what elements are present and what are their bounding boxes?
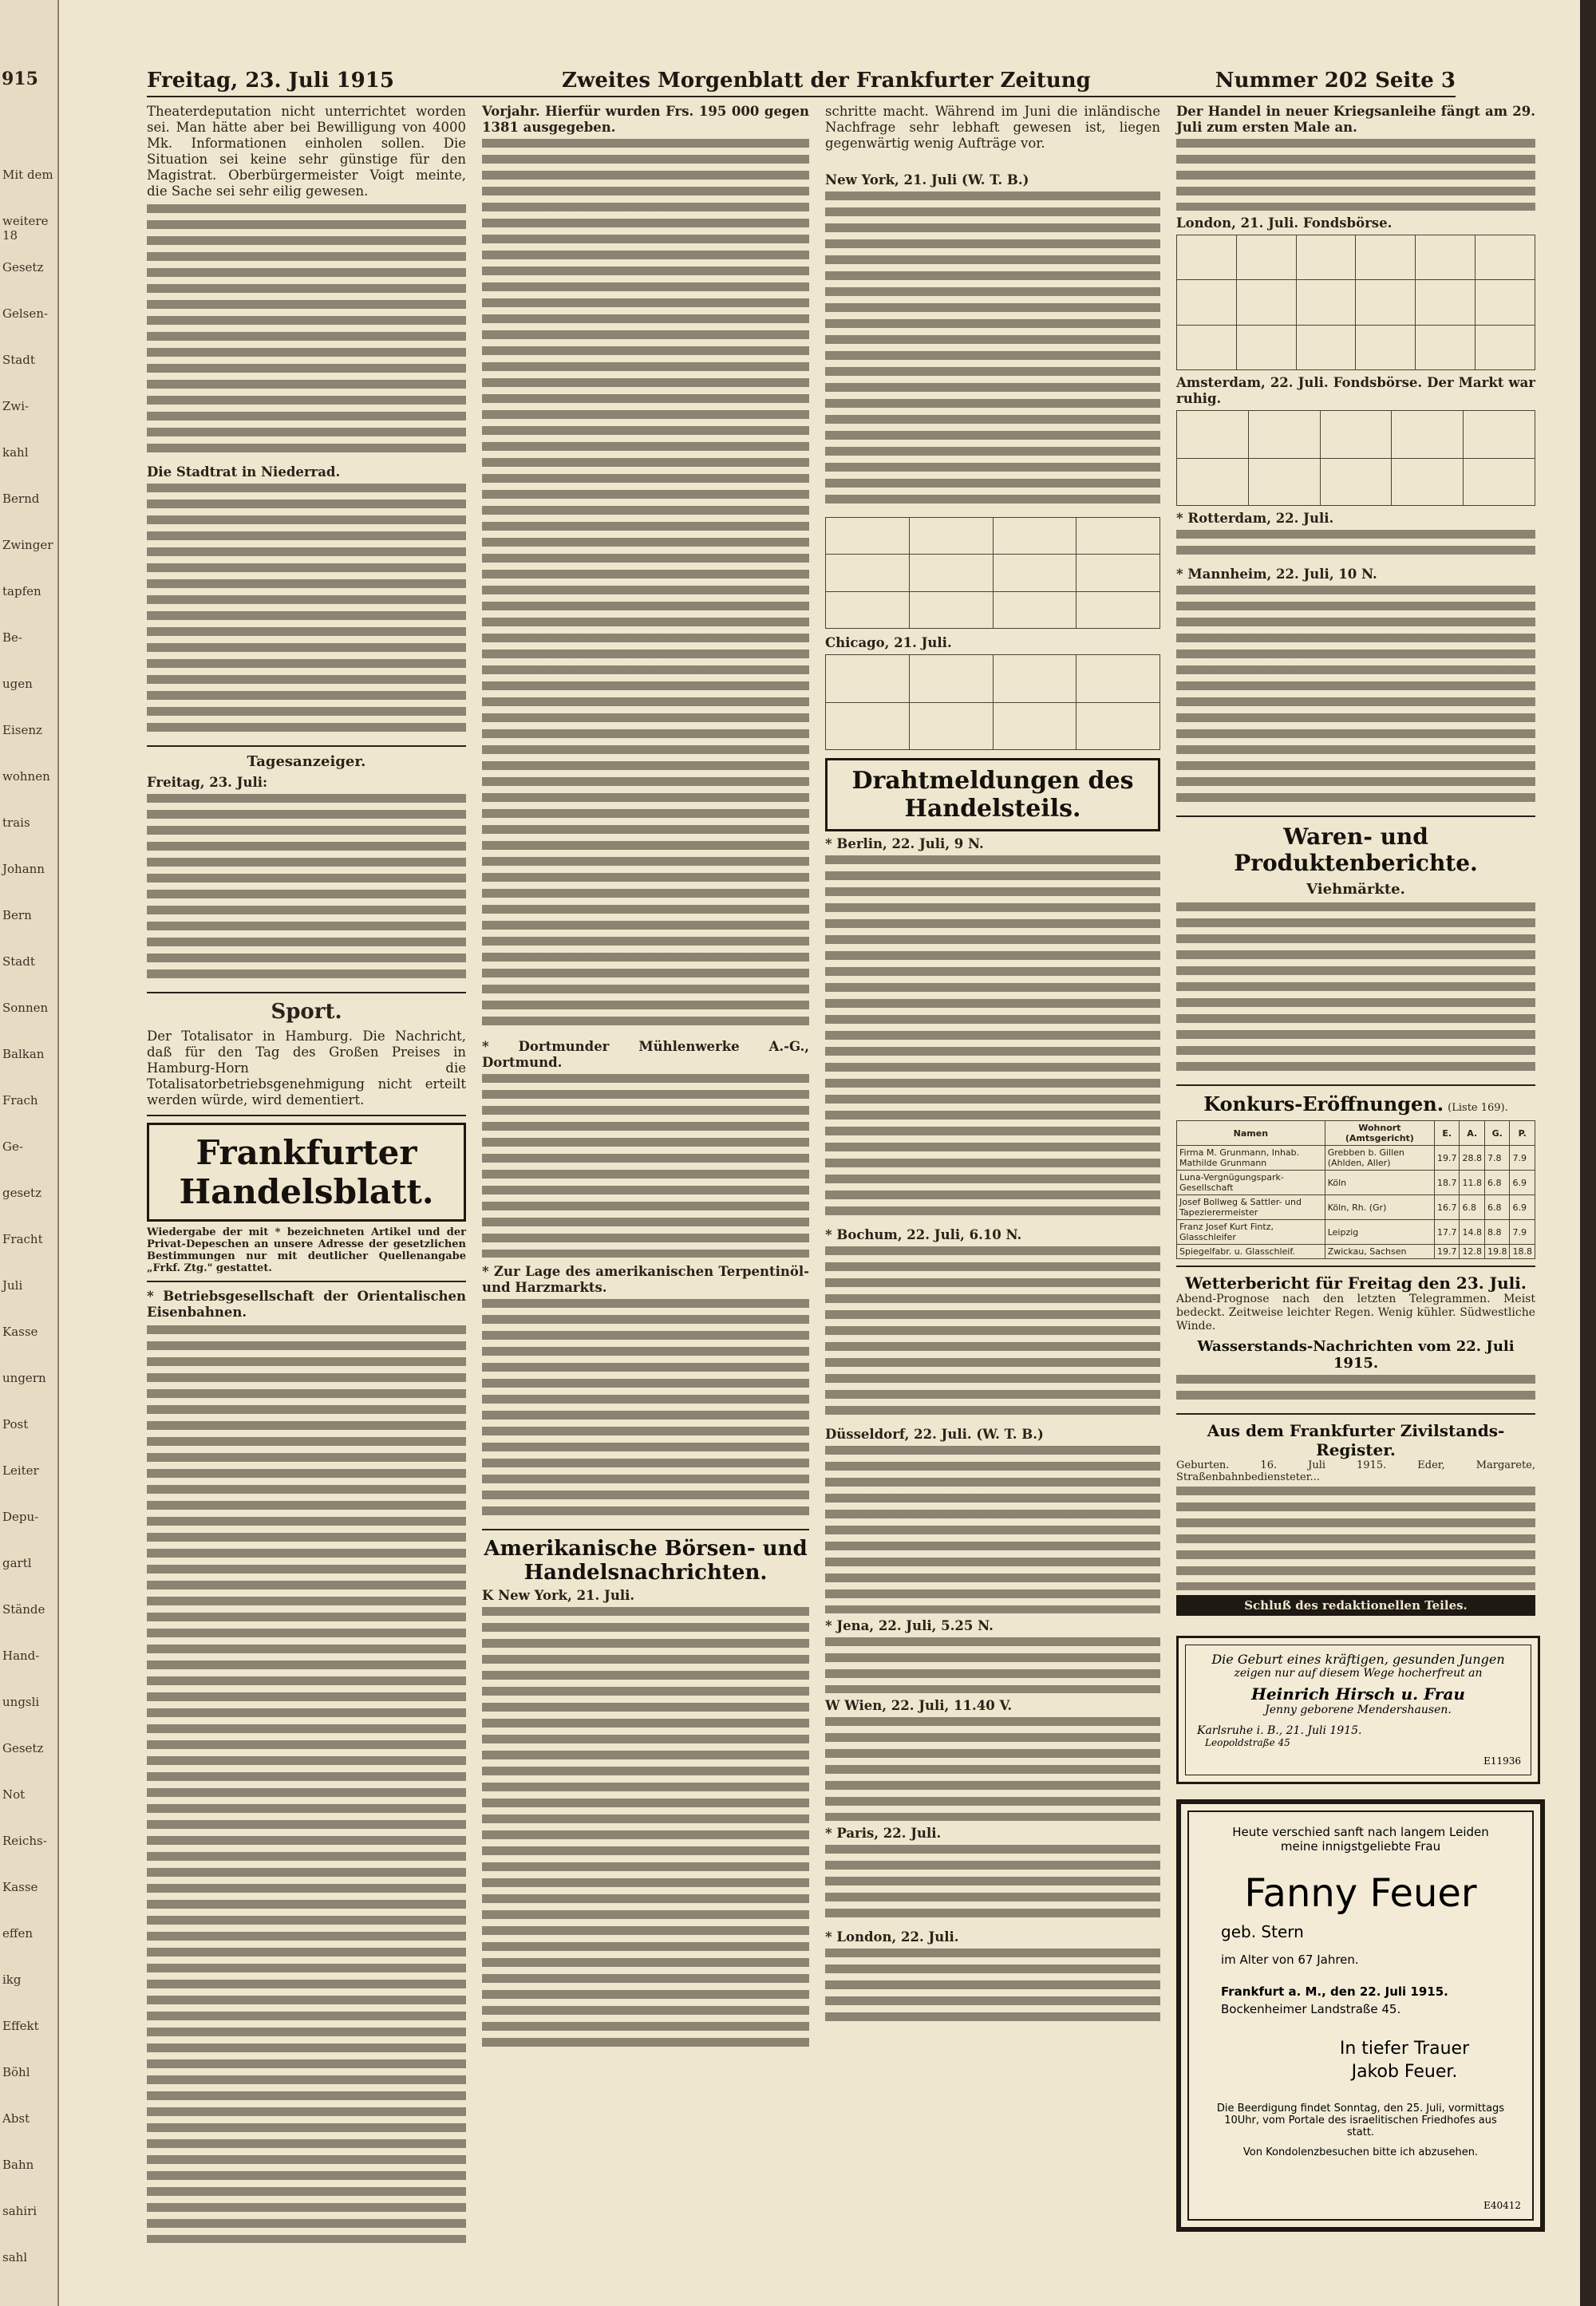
- table-cell: [1077, 655, 1160, 703]
- table-cell: [1296, 235, 1356, 280]
- london-fonds-title: London, 21. Juli. Fondsbörse.: [1176, 215, 1393, 231]
- col4-text-block: [1176, 139, 1535, 211]
- previous-page-fragment: sahl: [2, 2250, 28, 2265]
- col4-lead: Der Handel in neuer Kriegsanleihe fängt am 29. Juli zum ersten Male an.: [1176, 104, 1535, 135]
- previous-page-fragment: Kasse: [2, 1880, 38, 1894]
- london-body: [825, 1949, 1160, 2028]
- birth-place: Karlsruhe i. B., 21. Juli 1915.: [1197, 1724, 1362, 1737]
- table-row: [1177, 1195, 1535, 1220]
- death-mourner: Jakob Feuer.: [1351, 2062, 1458, 2082]
- konkurs-cell: 18.8: [1510, 1245, 1535, 1259]
- death-place: Frankfurt a. M., den 22. Juli 1915.: [1221, 1984, 1448, 1999]
- birth-announcement-frame: [1185, 1645, 1531, 1775]
- bochum-body: [825, 1246, 1160, 1422]
- previous-page-fragment: gesetz: [2, 1186, 41, 1200]
- waren-title: Waren- und Produktenberichte.: [1234, 823, 1478, 876]
- sport-title: Sport.: [271, 1000, 342, 1024]
- previous-page-fragment: Gesetz: [2, 1741, 44, 1755]
- table-cell: [1476, 280, 1535, 325]
- death-born: geb. Stern: [1221, 1922, 1304, 1941]
- konkurs-cell: 16.7: [1434, 1195, 1460, 1220]
- table-cell: [993, 518, 1077, 555]
- previous-page-fragment: effen: [2, 1926, 34, 1941]
- konkurs-cell: Leipzig: [1325, 1220, 1434, 1245]
- birth-line1: Die Geburt eines kräftigen, gesunden Jungen: [1211, 1652, 1505, 1667]
- previous-page-fragment: ungsli: [2, 1695, 40, 1709]
- konkurs-cell: 19.7: [1434, 1245, 1460, 1259]
- table-cell: [993, 655, 1077, 703]
- col3-lead: schritte macht. Während im Juni die inländische Nachfrage sehr lebhaft gewesen ist, liegen gegenwärtig wenig Aufträge vor.: [825, 104, 1160, 151]
- zivil-title: Aus dem Frankfurter Zivilstands-Register.: [1207, 1421, 1505, 1459]
- table-cell: [1416, 280, 1476, 325]
- col1-notice-title: Die Stadtrat in Niederrad.: [147, 464, 341, 480]
- previous-page-fragment: ugen: [2, 677, 33, 691]
- column-1: [147, 104, 466, 2243]
- table-cell: [1320, 411, 1392, 459]
- col2-article-1: Vorjahr. Hierfür wurden Frs. 195 000 gegen 1381 ausgegeben.: [482, 104, 809, 135]
- previous-page-fragment: Leiter: [2, 1463, 39, 1478]
- previous-page-fragment: Gesetz: [2, 260, 44, 274]
- konkurs-title: Konkurs-Eröffnungen.: [1203, 1092, 1444, 1115]
- table-cell: [1296, 325, 1356, 369]
- previous-page-fragment: ikg: [2, 1972, 22, 1987]
- konkurs-header-cell: A.: [1460, 1121, 1485, 1146]
- column-4: [1176, 104, 1535, 1616]
- previous-page-fragment: Kasse: [2, 1325, 38, 1339]
- london-line: * London, 22. Juli.: [825, 1929, 959, 1945]
- wetter-text: Abend-Prognose nach den letzten Telegrammen. Meist bedeckt. Zeitweise leichter Regen. Wenig kühler. Südwestliche Winde.: [1176, 1293, 1535, 1333]
- scan-edge-right: [1580, 0, 1596, 2306]
- wasser-body: [1176, 1375, 1535, 1407]
- table-cell: [1392, 458, 1464, 506]
- konkurs-heading: [1176, 1092, 1535, 1115]
- konkurs-cell: Zwickau, Sachsen: [1325, 1245, 1434, 1259]
- table-cell: [1248, 458, 1320, 506]
- wien-body: [825, 1717, 1160, 1821]
- table-cell: [1476, 325, 1535, 369]
- boersen-body: [482, 1607, 809, 2054]
- header-date: Freitag, 23. Juli 1915: [147, 69, 394, 93]
- zivil-body: [1176, 1487, 1535, 1590]
- table-cell: [826, 518, 910, 555]
- konkurs-cell: 19.7: [1434, 1146, 1460, 1171]
- konkurs-header-cell: E.: [1434, 1121, 1460, 1146]
- mannheim-body: [1176, 586, 1535, 809]
- previous-page-fragment: Abst: [2, 2111, 30, 2126]
- previous-page-fragment: weitere 18: [2, 214, 49, 243]
- previous-page-fragment: Mit dem: [2, 168, 53, 182]
- previous-page-fragment: Post: [2, 1417, 29, 1431]
- col1-article-body: [147, 1325, 466, 2243]
- previous-page-header: 915: [2, 69, 38, 89]
- wasser-title: Wasserstands-Nachrichten vom 22. Juli 1915.: [1197, 1338, 1515, 1372]
- previous-page-fragment: wohnen: [2, 769, 50, 784]
- previous-page-fragment: trais: [2, 815, 30, 830]
- duesseldorf-line: Düsseldorf, 22. Juli. (W. T. B.): [825, 1427, 1044, 1442]
- table-cell: [1320, 458, 1392, 506]
- handelsblatt-banner: [147, 1123, 466, 1222]
- divider: [147, 992, 466, 993]
- konkurs-header-cell: G.: [1484, 1121, 1510, 1146]
- konkurs-cell: 6.8: [1484, 1195, 1510, 1220]
- konkurs-cell: 28.8: [1460, 1146, 1485, 1171]
- table-cell: [1476, 235, 1535, 280]
- handelsblatt-note: Wiedergabe der mit * bezeichneten Artikel und der Privat-Depeschen an unsere Adresse der gesetzlichen Bestimmungen nur mit deutlicher Quellenangabe „Frkf. Ztg." gestattet.: [147, 1226, 466, 1274]
- table-cell: [1464, 411, 1535, 459]
- previous-page-fragment: Reichs-: [2, 1834, 47, 1848]
- column-3: [825, 104, 1160, 2028]
- duesseldorf-body: [825, 1446, 1160, 1613]
- previous-page-fragment: Stadt: [2, 954, 35, 969]
- divider: [1176, 1266, 1535, 1267]
- zivil-lead: Geburten. 16. Juli 1915. Eder, Margarete, Straßenbahnbediensteter...: [1176, 1459, 1535, 1483]
- london-fonds-table: [1176, 235, 1535, 370]
- birth-line2: zeigen nur auf diesem Wege hocherfreut an: [1234, 1667, 1483, 1680]
- wien-line: W Wien, 22. Juli, 11.40 V.: [825, 1698, 1013, 1713]
- table-cell: [1177, 235, 1237, 280]
- table-cell: [1077, 591, 1160, 628]
- table-cell: [993, 702, 1077, 750]
- table-cell: [909, 702, 993, 750]
- table-row: [1177, 1220, 1535, 1245]
- divider: [1176, 1413, 1535, 1415]
- newyork-line: New York, 21. Juli (W. T. B.): [825, 172, 1029, 188]
- table-cell: [1236, 280, 1296, 325]
- previous-page-fragment: Eisenz: [2, 723, 42, 737]
- previous-page-fragment: Hand-: [2, 1649, 40, 1663]
- divider: [147, 1115, 466, 1116]
- birth-street: Leopoldstraße 45: [1205, 1737, 1290, 1748]
- draht-body: [825, 855, 1160, 1222]
- previous-page-fragment: Zwi-: [2, 399, 30, 413]
- table-cell: [1236, 235, 1296, 280]
- previous-page-fragment: Stände: [2, 1602, 45, 1617]
- konkurs-cell: 6.8: [1484, 1171, 1510, 1195]
- col1-text-block-2: [147, 484, 466, 739]
- table-cell: [909, 518, 993, 555]
- divider: [147, 745, 466, 747]
- konkurs-cell: 7.8: [1484, 1146, 1510, 1171]
- wetter-title: Wetterbericht für Freitag den 23. Juli.: [1185, 1273, 1527, 1293]
- draht-banner: [825, 758, 1160, 831]
- table-row: [1177, 1171, 1535, 1195]
- konkurs-cell: Josef Bollweg & Sattler- und Tapezierermeister: [1177, 1195, 1325, 1220]
- konkurs-cell: Spiegelfabr. u. Glasschleif.: [1177, 1245, 1325, 1259]
- death-notice: [1176, 1799, 1545, 2232]
- newyork-body: [825, 192, 1160, 511]
- konkurs-cell: 7.9: [1510, 1146, 1535, 1171]
- col1-top-text: Theaterdeputation nicht unterrichtet worden sei. Man hätte aber bei Bewilligung von 4000 Mk. Informationen einholen sollen. Die Situation sei keine sehr günstige für den Magistrat. Oberbürgermeister Voigt meinte, die Sache sei sehr eilig gewesen.: [147, 104, 466, 199]
- konkurs-cell: 7.9: [1510, 1220, 1535, 1245]
- previous-page-fragment: Depu-: [2, 1510, 39, 1524]
- draht-title: Drahtmeldungen des Handelsteils.: [851, 767, 1134, 823]
- table-cell: [1392, 411, 1464, 459]
- table-cell: [1356, 280, 1416, 325]
- article-title: * Betriebsgesellschaft der Orientalischen Eisenbahnen.: [147, 1289, 466, 1320]
- table-cell: [1464, 458, 1535, 506]
- table-cell: [826, 655, 910, 703]
- previous-page-fragment: Ge-: [2, 1139, 23, 1154]
- table-cell: [1177, 280, 1237, 325]
- col2-text-block-2: [482, 1074, 809, 1258]
- previous-page-fragment: Juli: [2, 1278, 23, 1293]
- konkurs-cell: Firma M. Grunmann, Inhab. Mathilde Grunmann: [1177, 1146, 1325, 1171]
- previous-page-fragment: kahl: [2, 445, 29, 460]
- jena-body: [825, 1637, 1160, 1693]
- mannheim-line: * Mannheim, 22. Juli, 10 N.: [1176, 567, 1377, 582]
- birth-code: E11936: [1483, 1755, 1521, 1767]
- amsterdam-title: Amsterdam, 22. Juli. Fondsbörse. Der Markt war ruhig.: [1176, 375, 1535, 406]
- death-notice-frame: [1187, 1810, 1534, 2221]
- table-cell: [1177, 325, 1237, 369]
- table-cell: [909, 591, 993, 628]
- previous-page-fragment: Böhl: [2, 2065, 30, 2079]
- previous-page-fragment: Bern: [2, 908, 32, 922]
- previous-page-edge: [0, 0, 59, 2306]
- table-cell: [909, 555, 993, 591]
- konkurs-cell: 8.8: [1484, 1220, 1510, 1245]
- birth-sub: Jenny geborene Mendershausen.: [1265, 1704, 1452, 1716]
- table-cell: [1356, 235, 1416, 280]
- konkurs-cell: 17.7: [1434, 1220, 1460, 1245]
- table-cell: [1077, 518, 1160, 555]
- amsterdam-table: [1176, 410, 1535, 506]
- table-row: [1177, 1245, 1535, 1259]
- chicago-line: Chicago, 21. Juli.: [825, 635, 952, 650]
- konkurs-header-cell: Namen: [1177, 1121, 1325, 1146]
- previous-page-fragment: Stadt: [2, 353, 35, 367]
- death-code: E40412: [1483, 2200, 1521, 2211]
- previous-page-fragment: Bahn: [2, 2158, 34, 2172]
- table-cell: [1077, 702, 1160, 750]
- table-cell: [826, 702, 910, 750]
- table-cell: [993, 591, 1077, 628]
- col2-text-block: [482, 139, 809, 1033]
- previous-page-fragment: Zwinger: [2, 538, 53, 552]
- death-age: im Alter von 67 Jahren.: [1221, 1953, 1359, 1967]
- waren-subtitle: Viehmärkte.: [1306, 881, 1405, 898]
- previous-page-fragment: Gelsen-: [2, 306, 48, 321]
- col2-article-2: * Dortmunder Mühlenwerke A.-G., Dortmund.: [482, 1039, 809, 1070]
- konkurs-cell: 18.7: [1434, 1171, 1460, 1195]
- konkurs-cell: Grebben b. Gillen (Ahlden, Aller): [1325, 1146, 1434, 1171]
- table-cell: [826, 591, 910, 628]
- death-condolence: Von Kondolenzbesuchen bitte ich abzusehen.: [1242, 2146, 1479, 2158]
- boersen-title: Amerikanische Börsen- und Handelsnachrichten.: [484, 1537, 808, 1585]
- draht-lead: * Berlin, 22. Juli, 9 N.: [825, 836, 984, 851]
- previous-page-fragment: Sonnen: [2, 1001, 49, 1015]
- konkurs-cell: 19.8: [1484, 1245, 1510, 1259]
- table-cell: [1177, 458, 1249, 506]
- death-name: Fanny Feuer: [1244, 1871, 1477, 1916]
- divider: [147, 1281, 466, 1282]
- rotterdam-body: [1176, 530, 1535, 562]
- previous-page-fragment: Johann: [2, 862, 45, 876]
- table-cell: [1248, 411, 1320, 459]
- previous-page-fragment: Effekt: [2, 2019, 39, 2033]
- death-line2: meine innigstgeliebte Frau: [1280, 1839, 1441, 1854]
- table-cell: [1296, 280, 1356, 325]
- header-title: Zweites Morgenblatt der Frankfurter Zeitung: [562, 69, 1091, 93]
- jena-line: * Jena, 22. Juli, 5.25 N.: [825, 1618, 994, 1633]
- previous-page-fragment: ungern: [2, 1371, 46, 1385]
- schluss-bar: Schluß des redaktionellen Teiles.: [1176, 1595, 1535, 1616]
- konkurs-cell: 6.8: [1460, 1195, 1485, 1220]
- newspaper-page: [59, 0, 1580, 2306]
- handelsblatt-title: Frankfurter Handelsblatt.: [179, 1133, 434, 1211]
- konkurs-header-cell: Wohnort (Amtsgericht): [1325, 1121, 1434, 1146]
- konkurs-cell: Köln: [1325, 1171, 1434, 1195]
- paris-body: [825, 1845, 1160, 1925]
- konkurs-cell: 11.8: [1460, 1171, 1485, 1195]
- sport-text: Der Totalisator in Hamburg. Die Nachricht, daß für den Tag des Großen Preises in Hamburg-Horn die Totalisatorbetriebsgenehmigung nicht erteilt werden würde, wird dementiert.: [147, 1029, 466, 1108]
- previous-page-fragment: Bernd: [2, 492, 40, 506]
- previous-page-fragment: sahiri: [2, 2204, 38, 2218]
- death-mourn: In tiefer Trauer: [1339, 2039, 1470, 2059]
- table-cell: [1356, 325, 1416, 369]
- header-number: Nummer 202 Seite 3: [1215, 69, 1456, 93]
- konkurs-header-cell: P.: [1510, 1121, 1535, 1146]
- death-funeral: Die Beerdigung findet Sonntag, den 25. Juli, vormittags 10Uhr, vom Portale des israelitischen Friedhofes aus statt.: [1216, 2103, 1505, 2138]
- bochum-line: * Bochum, 22. Juli, 6.10 N.: [825, 1227, 1022, 1242]
- previous-page-fragment: tapfen: [2, 584, 41, 598]
- paris-line: * Paris, 22. Juli.: [825, 1826, 942, 1841]
- birth-announcement: [1176, 1636, 1540, 1784]
- konkurs-cell: 6.9: [1510, 1195, 1535, 1220]
- previous-page-fragment: Balkan: [2, 1047, 45, 1061]
- chicago-table: [825, 654, 1160, 750]
- konkurs-cell: 12.8: [1460, 1245, 1485, 1259]
- col2-article-3: * Zur Lage des amerikanischen Terpentinöl- und Harzmarkts.: [482, 1264, 809, 1295]
- rotterdam-line: * Rotterdam, 22. Juli.: [1176, 511, 1334, 526]
- commodity-table: [825, 517, 1160, 629]
- previous-page-fragment: gartl: [2, 1556, 32, 1570]
- table-cell: [909, 655, 993, 703]
- death-line1: Heute verschied sanft nach langem Leiden: [1232, 1825, 1489, 1839]
- table-cell: [826, 555, 910, 591]
- konkurs-cell: Luna-Vergnügungspark-Gesellschaft: [1177, 1171, 1325, 1195]
- table-cell: [1177, 411, 1249, 459]
- konkurs-note: (Liste 169).: [1448, 1102, 1508, 1114]
- divider: [1176, 1084, 1535, 1086]
- column-2: [482, 104, 809, 2054]
- previous-page-fragment: Not: [2, 1787, 26, 1802]
- divider: [482, 1529, 809, 1530]
- tagesanzeiger-list: [147, 794, 466, 985]
- tagesanzeiger-title: Tagesanzeiger.: [247, 753, 366, 770]
- table-cell: [1416, 235, 1476, 280]
- col2-text-block-3: [482, 1299, 809, 1522]
- birth-names: Heinrich Hirsch u. Frau: [1251, 1684, 1465, 1704]
- table-row: [1177, 1146, 1535, 1171]
- death-street: Bockenheimer Landstraße 45.: [1221, 2002, 1401, 2016]
- konkurs-cell: 14.8: [1460, 1220, 1485, 1245]
- konkurs-table: [1176, 1120, 1535, 1259]
- previous-page-fragment: Be-: [2, 630, 22, 645]
- table-cell: [993, 555, 1077, 591]
- konkurs-cell: 6.9: [1510, 1171, 1535, 1195]
- previous-page-fragment: Fracht: [2, 1232, 43, 1246]
- waren-body: [1176, 902, 1535, 1078]
- table-cell: [1236, 325, 1296, 369]
- divider: [1176, 815, 1535, 817]
- table-cell: [1077, 555, 1160, 591]
- konkurs-cell: Franz Josef Kurt Fintz, Glasschleifer: [1177, 1220, 1325, 1245]
- tagesanzeiger-date: Freitag, 23. Juli:: [147, 775, 268, 790]
- col1-text-block: [147, 204, 466, 460]
- konkurs-cell: Köln, Rh. (Gr): [1325, 1195, 1434, 1220]
- boersen-lead: K New York, 21. Juli.: [482, 1588, 635, 1603]
- table-cell: [1416, 325, 1476, 369]
- previous-page-fragment: Frach: [2, 1093, 38, 1108]
- page-header: [147, 69, 1456, 97]
